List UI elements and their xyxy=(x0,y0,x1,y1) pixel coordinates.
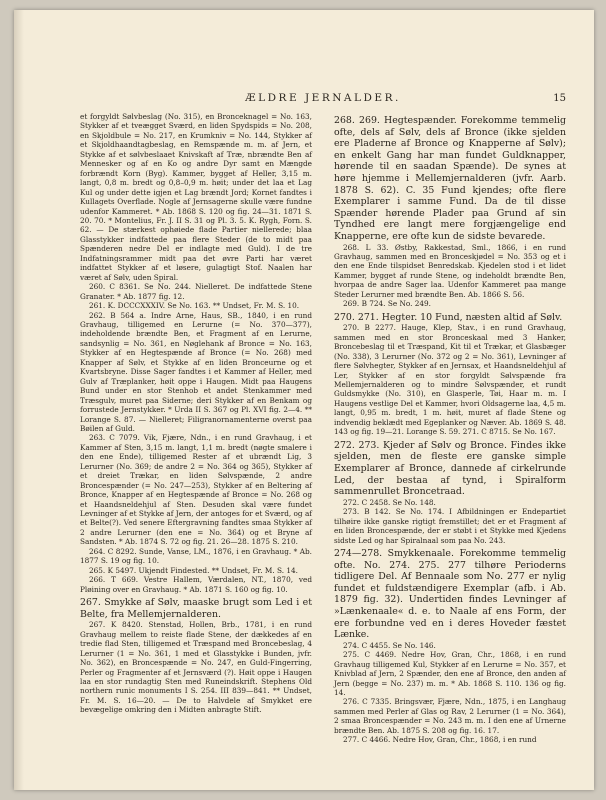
section-heading: 268. 269. Hegtespænder. Forekomme temmelig ofte, dels af Sølv, dels af Bronce (ikke sjelden ere Pladerne af Bronce og Knapperne af Sølv); en enkelt Gang har man fundet Guldknapper, hørende til en saadan Spænde). De synes at høre hjemme i Mellemjernalderen (jvfr. Aarb. 1878 S. 62). C. 35 Fund kjendes; ofte flere Exemplarer i samme Fund. Da de til disse Spænder hørende Plader paa Grund af sin Tyndhed ere langt mere forgjængelige end Knapperne, ere ofte kun de sidste bevarede. xyxy=(334,115,566,242)
catalog-entry: 273. B 142. Se No. 174. I Afbildningen er Endepartiet tilhøire ikke ganske rigtigt fremstillet; det er et Fragment af en liden Broncespænde, der er støbt i et Stykke med Kjedens sidste Led og har Spiralnaal som paa No. 243. xyxy=(334,507,566,545)
catalog-entry: 265. K 5497. Ukjendt Findested. ** Undset, Fr. M. S. 14. xyxy=(89,565,298,575)
section-heading: 272. 273. Kjeder af Sølv og Bronce. Findes ikke sjelden, men de fleste ere ganske simple Exemplarer af Bronce, dannede af cirkelrunde Led, der bestaa af tynd, i Spiralform sammenrullet Broncetraad. xyxy=(334,439,566,498)
catalog-entry: 262. B 564 a. Indre Arne, Haus, SB., 1840, i en rund Gravhaug, tilligemed en Lerurne (= No. 370—377), indeholdende brændte Ben, et Fragment af en Lerurne, sandsynlig = No. 361, en Nøglehank af Bronce = No. 163, Stykker af en Hegtespænde af Bronce (= No. 268) med Knapper af Sølv, et Stykke af en liden Bronceurne og et Kvartsbryne. Disse Sager fandtes i et Kammer af Heller, med Gulv af Træplanker, høit oppe i Haugen. Midt paa Haugens Bund under en stor Stenhob et andet Stenkammer med Træsgulv, muret paa Siderne; deri Stykker af en Benkam og forrustede Jernstykker. * Urda II S. 367 og Pl. XVI fig. 2—4. ** Lorange S. 87. — Nielleret; Filigranornamenterne overst paa Bøilen af Guld. xyxy=(80,310,312,433)
catalog-entry: 276. C 7335. Bringsvær, Fjære, Ndn., 1875, i en Langhaug sammen med Perler af Glas og Rav, 2 Lerurner (1 = No. 364), 2 smaa Broncespænder = No. 243 m. m. I den ene af Urnerne brændte Ben. Ab. 1875 S. 208 og fig. 16. 17. xyxy=(334,697,566,735)
catalog-entry: 274. C 4455. Se No. 146. xyxy=(343,640,436,650)
catalog-entry: 277. C 4466. Nedre Hov, Gran, Chr., 1868, i en rund xyxy=(343,735,537,745)
catalog-entry: 268. L 33. Østby, Rakkestad, Sml., 1866, i en rund Gravhaug, sammen med en Bronceskjødel = No. 353 og et i den ene Ende tilspidset Benredskab. Kjedelen stod i et lidet Kammer, bygget af runde Stene, og indeholdt brændte Ben, hvorpaa de andre Sager laa. Udenfor Kammeret paa mange Steder Lerurner med brændte Ben. Ab. 1866 S. 56. xyxy=(334,242,566,299)
catalog-entry: 267. K 8420. Stenstad, Hollen, Brb., 1781, i en rund Gravhaug mellem to reiste flade Stene, der dækkedes af en tredie flad Sten, tilligemed et Træspand med Broncebeslag, 4 Lerurner (1 = No. 361, 1 med et Glasstykke i Bunden, jvfr. No. 362), en Broncespænde = No. 247, en Guld-Fingerring, Perler og Fragmenter af et Jernsværd (?). Høit oppe i Haugen laa en stor rundagtig Sten med Runeindskrift. Stephens Old northern runic monuments I S. 254. III 839—841. ** Undset, Fr. M. S. 16—20. — De to Halvdele af Smykket ere bevægelige omkring den i Midten anbragte Stift. xyxy=(80,620,312,715)
section-heading: 274—278. Smykkenaale. Forekomme temmelig ofte. No. 274. 275. 277 tilhøre Perioderns tidligere Del. Af Bennaale som No. 277 er nylig fundet et fuldstændigere Exemplar (afb. i Ab. 1879 fig. 32). Undertiden findes Levninger af »Lænkenaale« d. e. to Naale af ens Form, der ere forbundne ved en i deres Hoveder fæstet Lænke. xyxy=(334,547,566,641)
page-header xyxy=(80,92,566,108)
catalog-entry: 269. B 724. Se No. 249. xyxy=(343,299,431,309)
page-number: 15 xyxy=(553,93,566,104)
section-heading: 270. 271. Hegter. 10 Fund, næsten altid af Sølv. xyxy=(334,311,563,323)
catalog-entry: 264. C 8292. Sunde, Vanse, LM., 1876, i en Gravhaug. * Ab. 1877 S. 19 og fig. 10. xyxy=(80,546,312,566)
book-page xyxy=(14,10,594,790)
catalog-entry: 275. C 4469. Nedre Hov, Gran, Chr., 1868, i en rund Gravhaug tilligemed Kul, Stykker af en Lerurne = No. 357, et Knivblad af Jern, 2 Spænder, den ene af Bronce, den anden af Jern (begge = No. 237) m. m. * Ab. 1868 S. 110. 136 og fig. 14. xyxy=(334,650,566,697)
section-heading: 267. Smykke af Sølv, maaske brugt som Led i et Belte, fra Mellemjernalderen. xyxy=(80,597,312,620)
left-column xyxy=(80,112,312,715)
catalog-entry: 270. B 2277. Hauge, Klep, Stav., i en rund Gravhaug, sammen med en stor Bronceskaal med 3 Hanker, Broncebeslag til et Træspand, Kit til et Trækar, et Glasbæger (No. 338), 3 Lerurner (No. 372 og 2 = No. 361), Levninger af flere Sølvhegter, Stykker af en Jernsax, et Haandsneldehjul af Ler, Stykker af en stor forgyldt Sølvspænde fra Mellemjernalderen og to mindre Sølvspænder, et rundt Guldsmykke (No. 310), en Glasperle, Tøi, Haar m. m. I Haugens vestlige Del et Kammer, hvori Oldsagerne laa, 4,5 m. langt, 0,95 m. bredt, 1 m. høit, muret af flade Stene og indvendig beklædt med Egeplanker og Næver. Ab. 1869 S. 48. 143 og fig. 19—21. Lorange S. 59. 271. C 8715. Se No. 167. xyxy=(334,323,566,437)
catalog-entry: 272. C 2458. Se No. 148. xyxy=(343,497,436,507)
catalog-entry: 263. C 7079. Vik, Fjære, Ndn., i en rund Gravhaug, i et Kammer af Sten, 3,15 m. langt, 1,1 m. bredt (nøgte smalere i den ene Ende), tilligemed Rester af et ubrændt Lig, 3 Lerurner (No. 369; de andre 2 = No. 364 og 365), Stykker af et dreiet Trækar, en liden Sølvspænde, 2 andre Broncespænder (= No. 247—253), Stykker af en Beltering af Bronce, Knapper af en Hegtespænde af Bronce = No. 268 og et Haandsneldehjul af Sten. Desuden skal være fundet Levninger af et Stykke af Jern, der antoges for et Sværd, og af et Belte(?). Ved senere Eftergravning fandtes smaa Stykker af 2 andre Lerurner (den ene = No. 364) og et Bryne af Sandsten. * Ab. 1874 S. 72 og fig. 21. 26—28. 1875 S. 210. xyxy=(80,433,312,547)
catalog-entry: et forgyldt Sølvbeslag (No. 315), en Bronceknagel = No. 163, Stykker af et tveægget Sværd, en liden Spydspids = No. 208, en Skjoldbule = No. 217, en Krumkniv = No. 144, Stykker af et Skjoldhaandtagbeslag, en Remspænde m. m. af Jern, et Stykke af et sølvbeslaaet Knivskaft af Træ, nbrændte Ben af Mennesker og af en Ko og andre Dyr samt en Mængde forbrændt Korn (Byg). Kammer, bygget af Heller, 3,15 m. langt, 0,8 m. bredt og 0,8–0,9 m. høit; under det laa et Lag Kul og under dette igjen et Lag brændt Jord; Kornet fandtes i Kullagets Overflade. Nogle af Jernsagerne skulle være fundne udenfor Kammeret. * Ab. 1868 S. 120 og fig. 24—31. 1871 S. 20. 70. * Montelius, Fr. J. II S. 31 og Pl. 3. 5. K. Rygh, Forn. S. 62. — De stærkest ophøiede flade Partier niellerede; blaa Glasstykker indfattede paa flere Steder (de to midt paa Spænderen nedre Del er indlagte med Guld). I de tre Indfatningsrammer midt paa det øvre Parti har været indfattet Stykker af et løsere, gulagtigt Stof. Naalen har været af Sølv, uden Spiral. xyxy=(80,112,312,282)
catalog-entry: 261. K. DCCCXXXIV. Se No. 163. ** Undset, Fr. M. S. 10. xyxy=(89,301,300,311)
catalog-entry: 266. T 669. Vestre Hallem, Værdalen, NT., 1870, ved Pløining over en Gravhaug. * Ab. 1871 S. 160 og fig. 10. xyxy=(80,575,312,594)
catalog-entry: 260. C 8361. Se No. 244. Nielleret. De indfattede Stene Granater. * Ab. 1877 fig. 12. xyxy=(80,282,312,301)
page-gutter-shadow xyxy=(14,10,24,790)
running-title: ÆLDRE JERNALDER. xyxy=(245,92,401,104)
right-column xyxy=(334,112,566,745)
